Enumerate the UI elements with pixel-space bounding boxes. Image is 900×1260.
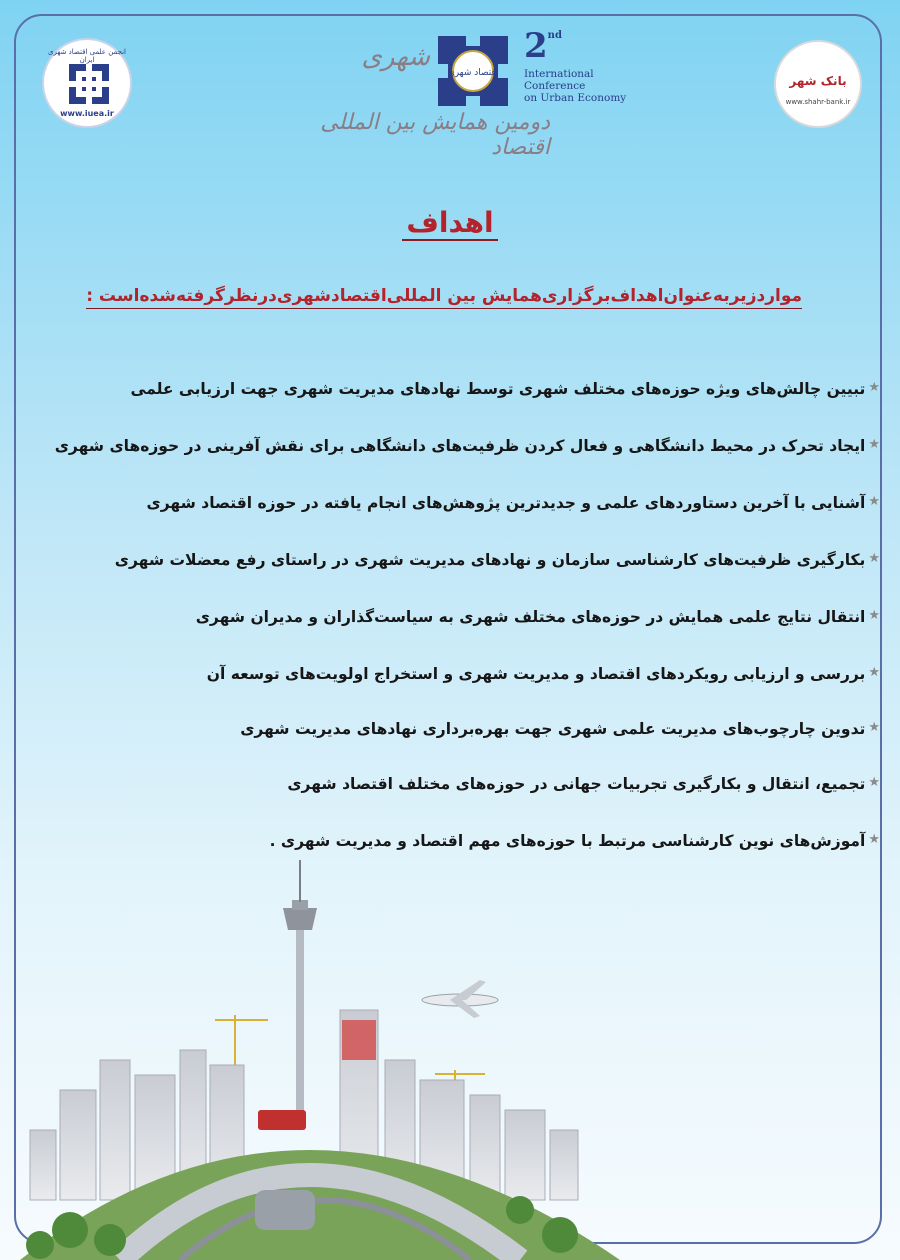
star-icon: ★ <box>868 380 880 395</box>
page-title <box>0 206 900 239</box>
conference-emblem-icon <box>430 28 516 114</box>
objective-item <box>18 494 880 512</box>
conference-english-line: on Urban Economy <box>524 92 627 104</box>
objective-item <box>18 551 880 569</box>
iuea-logo-url: www.iuea.ir <box>60 109 114 118</box>
star-icon: ★ <box>868 551 880 566</box>
conference-edition <box>524 26 562 66</box>
bus-icon <box>258 1110 306 1130</box>
objective-text: انتقال نتایج علمی همایش در حوزه‌های مختلف شهری به سیاست‌گذاران و مدیران شهری <box>195 608 866 626</box>
objective-text: تجمیع، انتقال و بکارگیری تجربیات جهانی در حوزه‌های مختلف اقتصاد شهری <box>287 775 866 793</box>
star-icon: ★ <box>868 494 880 509</box>
conference-ordinal: nd <box>547 30 562 41</box>
iuea-logo <box>42 38 132 128</box>
star-icon: ★ <box>868 720 880 735</box>
star-icon: ★ <box>868 437 880 452</box>
train-icon <box>255 1190 315 1230</box>
star-icon: ★ <box>868 665 880 680</box>
city-globe-illustration <box>0 860 900 1260</box>
objective-text: بررسی و ارزیابی رویکردهای اقتصاد و مدیریت شهری و استخراج اولویت‌های توسعه آن <box>206 665 866 683</box>
shahr-bank-logo <box>774 40 862 128</box>
conference-persian-line2: دومین همایش بین المللی اقتصاد <box>320 110 550 160</box>
iuea-logo-rim-text: انجمن علمی اقتصاد شهری ایران <box>48 48 126 64</box>
objective-text: تدوین چارچوب‌های مدیریت علمی شهری جهت بهره‌برداری نهادهای مدیریت شهری <box>240 720 866 738</box>
intro-text-content: مواردزیربه‌عنوان‌اهداف‌برگزاری‌همایش بین المللی‌اقتصادشهری‌درنظرگرفته‌شده‌است : <box>86 286 802 309</box>
objective-text: بکارگیری ظرفیت‌های کارشناسی سازمان و نهادهای مدیریت شهری در راستای رفع معضلات شهری <box>114 551 866 569</box>
shahr-bank-name: بانک شهر <box>789 74 847 88</box>
tower-icon <box>283 860 317 1120</box>
conference-english-name <box>524 68 626 104</box>
shahr-bank-url: www.shahr-bank.ir <box>785 98 851 106</box>
objective-text: آموزش‌های نوین کارشناسی مرتبط با حوزه‌های مهم اقتصاد و مدیریت شهری . <box>269 832 866 850</box>
objective-text: تبیین چالش‌های ویژه حوزه‌های مختلف شهری توسط نهادهای مدیریت شهری جهت ارزیابی علمی <box>130 380 866 398</box>
star-icon: ★ <box>868 832 880 847</box>
objective-item <box>18 608 880 626</box>
conference-persian-line1: شهری <box>361 42 430 72</box>
conference-english-line: Conference <box>524 80 586 92</box>
objective-item <box>18 832 880 850</box>
objective-item <box>18 665 880 683</box>
objective-item <box>18 437 880 455</box>
intro-text <box>62 286 802 306</box>
star-icon: ★ <box>868 608 880 623</box>
iuea-emblem-icon <box>67 62 111 106</box>
airplane-icon <box>422 980 498 1018</box>
objective-item <box>18 720 880 738</box>
page-title-text: اهداف <box>402 206 497 241</box>
objective-item <box>18 775 880 793</box>
star-icon: ★ <box>868 775 880 790</box>
objective-text: ایجاد تحرک در محیط دانشگاهی و فعال کردن ظرفیت‌های دانشگاهی برای نقش آفرینی در حوزه‌های شهری <box>54 437 866 455</box>
objective-item <box>18 380 880 398</box>
objective-text: آشنایی با آخرین دستاوردهای علمی و جدیدترین پژوهش‌های انجام یافته در حوزه اقتصاد شهری <box>146 494 866 512</box>
conference-number: 2 <box>524 26 548 66</box>
conference-english-line: International <box>524 68 594 80</box>
conference-emblem-text: اقتصاد شهری <box>447 68 499 78</box>
